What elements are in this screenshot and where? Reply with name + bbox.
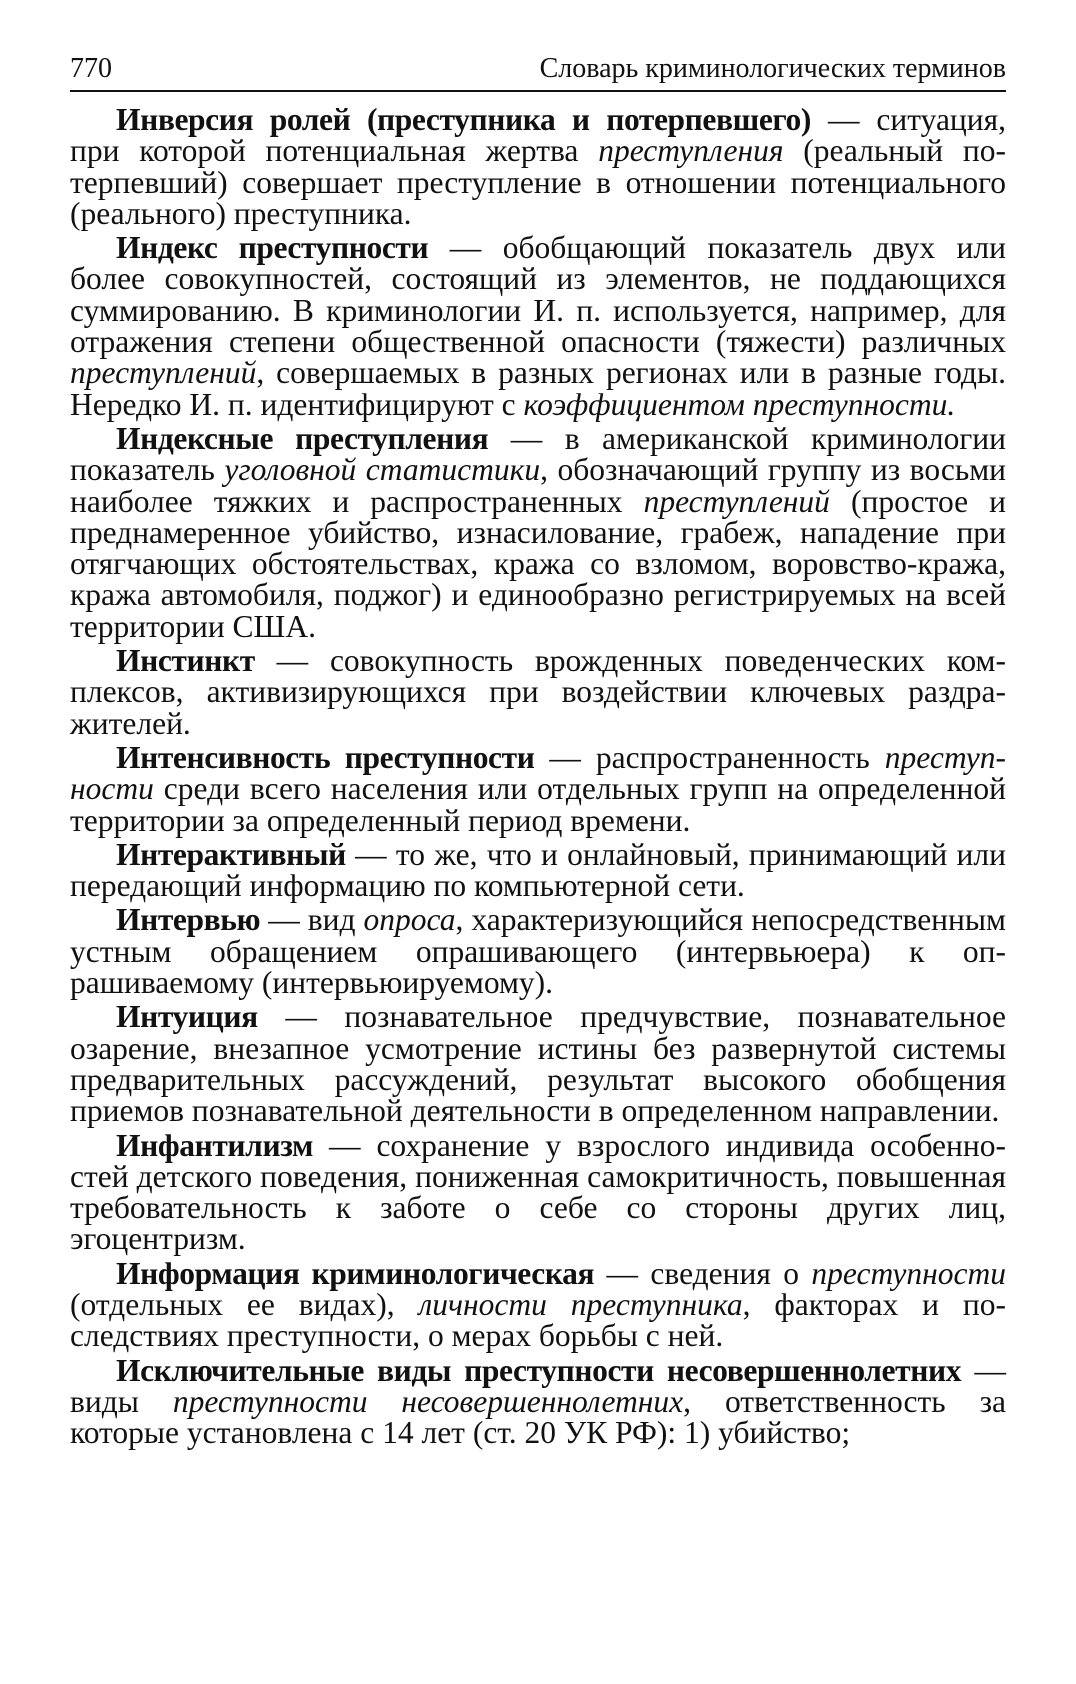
- running-title: Словарь криминологических терминов: [539, 53, 1006, 84]
- cross-reference: преступлений: [70, 355, 257, 391]
- entry-text: среди всего населения или отдельных групп на определенной территории за определенный период времени.: [70, 771, 1006, 838]
- cross-reference: уголовной статистики: [224, 452, 541, 488]
- entry-text: (простое и преднамеренное убийство, изнасилование, грабеж, нападение при отягчающих обстоятельствах, кража со взломом, воровство-кража, кража автомобиля, поджог) и единообразно регистрируемых на всей территории США.: [70, 483, 1007, 644]
- entry-text: — распространенность: [534, 739, 885, 775]
- cross-reference: преступности: [70, 739, 1007, 807]
- entry-text: , факторах и последствиях преступности, о мерах борьбы с ней.: [70, 1286, 1006, 1354]
- dictionary-entry: [70, 1255, 1006, 1354]
- entry-term: Информация криминологическая: [116, 1255, 595, 1291]
- entry-text: (отдельных ее видах),: [70, 1286, 419, 1322]
- entry-text: — сведения о: [594, 1255, 812, 1291]
- cross-reference: преступления: [598, 133, 784, 169]
- entry-text: , обозначающий группу из восьми наиболее тяжких и распространенных: [70, 452, 1007, 519]
- dictionary-entry: [70, 999, 1006, 1129]
- entry-term: Интуиция: [116, 999, 258, 1035]
- running-header: [70, 52, 1006, 92]
- cross-reference: преступности: [811, 1255, 1006, 1291]
- entry-term: Интенсивность преступности: [116, 739, 535, 775]
- entry-text: — совокупность врожденных поведенческих комплексов, активизирующихся при воздействии ключевых раздражителей.: [70, 643, 1006, 741]
- cross-reference: личности преступника: [418, 1286, 743, 1322]
- entry-text: — сохранение у взрослого индивида особенностей детского поведения, пониженная самокритичность, повышенная требовательность к заботе о себе со стороны других лиц, эгоцентризм.: [70, 1127, 1006, 1257]
- dictionary-entry: [70, 420, 1007, 644]
- cross-reference: опроса: [363, 902, 456, 938]
- entry-term: Интервью: [116, 902, 261, 938]
- entry-text: — в американской криминологии показатель: [70, 420, 1006, 488]
- entries-list: [70, 102, 1007, 1451]
- entry-term: Исключительные виды преступности несовершеннолетних: [116, 1352, 962, 1388]
- entry-text: — обобщающий показатель двух или более совокупностей, состоящий из элементов, не поддающихся суммированию. В криминологии И. п. используется, например, для отражения степени общественной опасности (тяжести) различных: [70, 230, 1006, 360]
- entry-text: — познавательное предчувствие, познавательное озарение, внезапное усмотрение истины без развернутой системы предварительных рассуждений, результат высокого обобщения приемов познавательной деятельности в определенном направлении.: [70, 999, 1006, 1129]
- entry-text: — то же, что и онлайновый, принимающий или передающий информацию по компьютерной сети.: [70, 836, 1006, 904]
- dictionary-page: [70, 52, 1006, 1451]
- dictionary-entry: [70, 645, 1006, 739]
- entry-text: , совершаемых в разных регионах или в разные годы. Нередко И. п. идентифицируют с: [70, 355, 1006, 422]
- cross-reference: преступлений: [643, 483, 830, 519]
- dictionary-entry: [70, 836, 1006, 904]
- entry-term: Инверсия ролей (преступника и потерпевшего): [116, 102, 811, 137]
- dictionary-entry: [70, 902, 1006, 1001]
- dictionary-entry: [70, 739, 1007, 838]
- entry-term: Индекс преступности: [116, 230, 429, 266]
- entry-text: , характеризующийся непосредственным устным обращением опрашивающего (интервьюера) к опрашиваемому (интервьюируемому).: [70, 902, 1006, 1001]
- entry-term: Интерактивный: [116, 836, 346, 872]
- entry-text: , ответственность за которые установлена с 14 лет (ст. 20 УК РФ): 1) убийство;: [70, 1383, 1006, 1451]
- entry-text: — виды: [70, 1352, 1006, 1419]
- entry-term: Индексные преступления: [116, 420, 489, 456]
- dictionary-entry: [70, 1352, 1006, 1451]
- page-number: 770: [70, 53, 112, 84]
- cross-reference: коэффициентом преступности.: [523, 386, 956, 422]
- entry-term: Инфантилизм: [116, 1127, 314, 1163]
- dictionary-entry: [70, 1127, 1006, 1257]
- entry-term: Инстинкт: [116, 643, 255, 679]
- dictionary-entry: [70, 232, 1006, 420]
- entry-text: (реальный потерпевший) совершает преступление в отношении потенциального (реального) преступника.: [70, 133, 1006, 231]
- entry-text: — вид: [260, 902, 364, 938]
- cross-reference: преступности несовершеннолетних: [172, 1383, 684, 1419]
- dictionary-entry: [70, 104, 1006, 229]
- entry-text: — ситуация, при которой потенциальная жертва: [70, 102, 1007, 169]
